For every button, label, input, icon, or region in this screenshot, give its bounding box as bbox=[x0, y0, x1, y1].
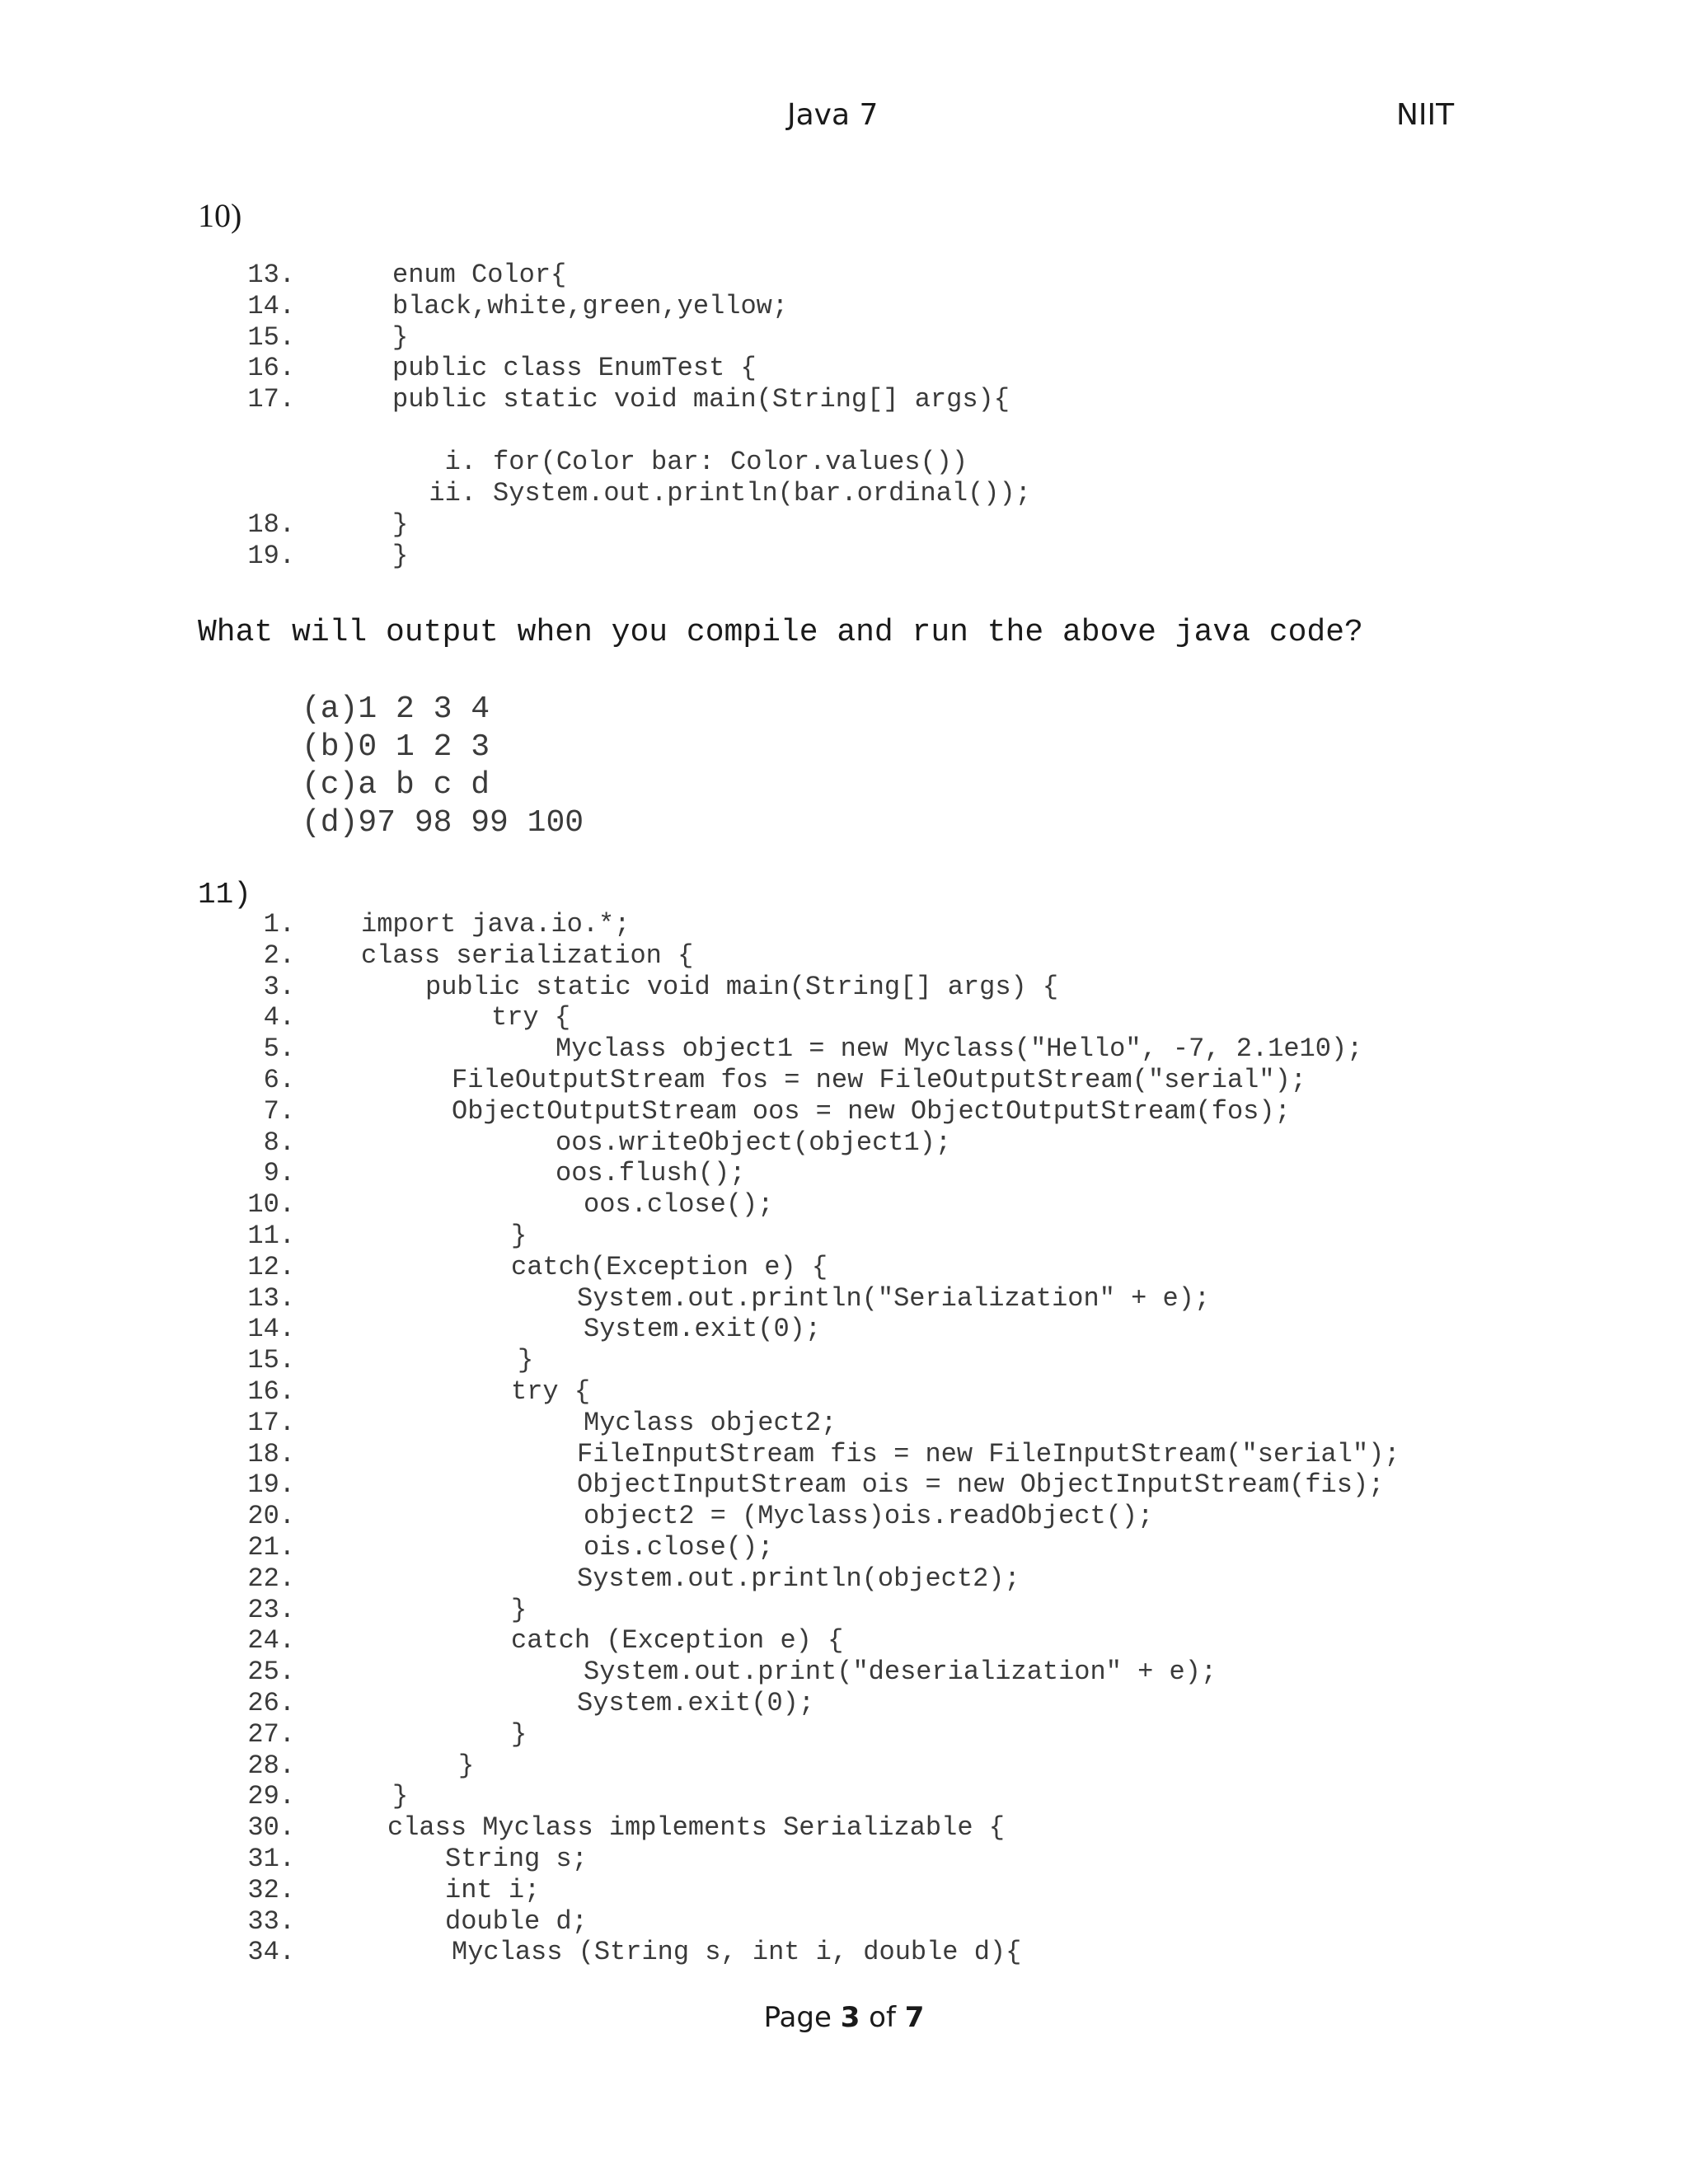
header-title: Java 7 bbox=[787, 98, 879, 132]
line-number: 19. bbox=[247, 1469, 295, 1501]
code-line bbox=[0, 1844, 1688, 1875]
code-text: import java.io.*; bbox=[361, 909, 631, 940]
line-number: 23. bbox=[247, 1594, 295, 1625]
code-line bbox=[0, 384, 1688, 415]
code-text: double d; bbox=[445, 1905, 588, 1937]
code-text: oos.writeObject(object1); bbox=[556, 1127, 952, 1158]
code-text: } bbox=[392, 1781, 409, 1812]
line-number: 24. bbox=[247, 1625, 295, 1657]
code-text: ObjectOutputStream oos = new ObjectOutputStream(fos); bbox=[452, 1095, 1291, 1127]
line-number: 13. bbox=[247, 260, 295, 290]
code-line bbox=[0, 1657, 1688, 1688]
code-line bbox=[0, 447, 1688, 478]
code-line bbox=[0, 1532, 1688, 1563]
code-text: System.out.print("deserialization" + e); bbox=[584, 1657, 1217, 1688]
line-number: 6. bbox=[263, 1065, 295, 1095]
line-number: 29. bbox=[247, 1781, 295, 1812]
code-text: public static void main(String[] args){ bbox=[392, 384, 1010, 415]
code-line bbox=[0, 909, 1688, 940]
line-number: 2. bbox=[263, 940, 295, 971]
code-text: try { bbox=[511, 1376, 591, 1407]
line-number: 17. bbox=[247, 1407, 295, 1438]
line-number: 15. bbox=[247, 1345, 295, 1376]
code-line bbox=[0, 972, 1688, 1003]
code-text: catch(Exception e) { bbox=[511, 1251, 828, 1282]
code-line bbox=[0, 1469, 1688, 1501]
line-number: 9. bbox=[263, 1158, 295, 1189]
code-line bbox=[0, 1875, 1688, 1906]
code-line bbox=[0, 940, 1688, 972]
code-text: int i; bbox=[445, 1874, 541, 1905]
code-line bbox=[0, 1189, 1688, 1221]
code-text: Myclass object2; bbox=[584, 1407, 837, 1438]
answer-option: (c)a b c d bbox=[302, 767, 490, 803]
code-line bbox=[0, 1625, 1688, 1657]
line-number: 7. bbox=[263, 1095, 295, 1127]
line-number: 27. bbox=[247, 1718, 295, 1750]
line-number: ii. bbox=[429, 477, 476, 509]
code-line bbox=[0, 260, 1688, 291]
code-text: public class EnumTest { bbox=[392, 353, 757, 384]
code-text: catch (Exception e) { bbox=[511, 1625, 844, 1657]
code-text: class Myclass implements Serializable { bbox=[387, 1812, 1005, 1844]
page-footer bbox=[0, 1999, 1688, 2036]
line-number: 19. bbox=[247, 540, 295, 571]
line-number: 22. bbox=[247, 1563, 295, 1594]
code-line bbox=[0, 1812, 1688, 1844]
line-number: 18. bbox=[247, 1438, 295, 1469]
line-number: 16. bbox=[247, 353, 295, 384]
code-text: object2 = (Myclass)ois.readObject(); bbox=[584, 1501, 1154, 1532]
code-line bbox=[0, 291, 1688, 322]
code-text: } bbox=[392, 509, 409, 540]
answer-option: (b)0 1 2 3 bbox=[302, 729, 490, 765]
code-line bbox=[0, 1127, 1688, 1159]
code-text: } bbox=[518, 1345, 534, 1376]
code-line bbox=[0, 353, 1688, 384]
code-text: Myclass object1 = new Myclass("Hello", -7, 2.1e10); bbox=[556, 1033, 1363, 1065]
line-number: 34. bbox=[247, 1937, 295, 1968]
code-line bbox=[0, 1314, 1688, 1345]
line-number: 25. bbox=[247, 1657, 295, 1688]
question-10-number: 10) bbox=[198, 197, 242, 234]
code-line bbox=[0, 1595, 1688, 1626]
code-line bbox=[0, 1345, 1688, 1376]
code-text: FileInputStream fis = new FileInputStream("serial"); bbox=[577, 1438, 1400, 1469]
code-text: } bbox=[511, 1718, 528, 1750]
code-text: System.out.println("Serialization" + e); bbox=[577, 1282, 1211, 1314]
code-line bbox=[0, 1033, 1688, 1065]
code-text: } bbox=[511, 1221, 528, 1251]
footer-total-pages: 7 bbox=[904, 2001, 925, 2034]
code-line bbox=[0, 509, 1688, 541]
code-text: Myclass (String s, int i, double d){ bbox=[452, 1937, 1022, 1968]
code-text: FileOutputStream fos = new FileOutputStream("serial"); bbox=[452, 1065, 1306, 1095]
line-number: 4. bbox=[263, 1002, 295, 1033]
line-number: 12. bbox=[247, 1251, 295, 1282]
code-line bbox=[0, 1750, 1688, 1782]
question-11-number: 11) bbox=[198, 878, 251, 912]
answer-option: (d)97 98 99 100 bbox=[302, 805, 584, 841]
line-number: 5. bbox=[263, 1033, 295, 1065]
code-line bbox=[0, 1563, 1688, 1595]
line-number: 21. bbox=[247, 1532, 295, 1563]
question-10-text: What will output when you compile and run the above java code? bbox=[198, 615, 1363, 650]
code-line bbox=[0, 1781, 1688, 1812]
code-text: System.out.println(object2); bbox=[577, 1563, 1020, 1594]
code-text: String s; bbox=[445, 1844, 588, 1874]
code-line bbox=[0, 478, 1688, 509]
line-number: 15. bbox=[247, 321, 295, 353]
line-number: 3. bbox=[263, 971, 295, 1002]
line-number: 26. bbox=[247, 1688, 295, 1718]
code-line bbox=[0, 1065, 1688, 1096]
footer-prefix: Page bbox=[763, 2001, 841, 2034]
line-number: 10. bbox=[247, 1189, 295, 1221]
code-line bbox=[0, 541, 1688, 572]
code-line bbox=[0, 1376, 1688, 1408]
answer-options bbox=[302, 691, 584, 842]
code-line bbox=[0, 1439, 1688, 1470]
code-text: public static void main(String[] args) { bbox=[425, 971, 1059, 1002]
code-text: oos.flush(); bbox=[556, 1158, 746, 1189]
code-line bbox=[0, 1221, 1688, 1252]
line-number: 33. bbox=[247, 1905, 295, 1937]
line-number: 28. bbox=[247, 1750, 295, 1781]
code-line bbox=[0, 1688, 1688, 1719]
code-text: class serialization { bbox=[361, 940, 694, 971]
code-line bbox=[0, 1719, 1688, 1750]
code-line bbox=[0, 322, 1688, 354]
code-text: ois.close(); bbox=[584, 1532, 774, 1563]
line-number: 20. bbox=[247, 1501, 295, 1532]
line-number: 18. bbox=[247, 509, 295, 540]
code-line bbox=[0, 1408, 1688, 1439]
code-text: System.exit(0); bbox=[577, 1688, 815, 1718]
code-text: black,white,green,yellow; bbox=[392, 290, 789, 321]
line-number: 14. bbox=[247, 1314, 295, 1345]
line-number: 32. bbox=[247, 1874, 295, 1905]
code-line bbox=[0, 1096, 1688, 1127]
code-line bbox=[0, 1002, 1688, 1033]
line-number: 16. bbox=[247, 1376, 295, 1407]
code-line bbox=[0, 1283, 1688, 1315]
code-line bbox=[0, 1906, 1688, 1938]
line-number: 13. bbox=[247, 1282, 295, 1314]
code-text: for(Color bar: Color.values()) bbox=[493, 447, 968, 477]
code-text: try { bbox=[491, 1002, 571, 1033]
code-text: System.out.println(bar.ordinal()); bbox=[493, 477, 1031, 509]
line-number: 14. bbox=[247, 290, 295, 321]
header-org: NIIT bbox=[1396, 98, 1455, 132]
code-text: oos.close(); bbox=[584, 1189, 774, 1221]
code-text: } bbox=[392, 321, 409, 353]
code-line bbox=[0, 1252, 1688, 1283]
code-text: } bbox=[511, 1594, 528, 1625]
line-number: 1. bbox=[263, 909, 295, 940]
line-number: 11. bbox=[247, 1221, 295, 1251]
code-text: ObjectInputStream ois = new ObjectInputStream(fis); bbox=[577, 1469, 1385, 1501]
code-text: } bbox=[458, 1750, 475, 1781]
code-line bbox=[0, 1158, 1688, 1189]
footer-current-page: 3 bbox=[840, 2001, 860, 2034]
code-text: enum Color{ bbox=[392, 260, 567, 290]
code-text: System.exit(0); bbox=[584, 1314, 822, 1345]
answer-option: (a)1 2 3 4 bbox=[302, 691, 490, 727]
line-number: 17. bbox=[247, 384, 295, 415]
footer-middle: of bbox=[860, 2001, 905, 2034]
code-line bbox=[0, 1937, 1688, 1968]
code-line bbox=[0, 1501, 1688, 1532]
line-number: 30. bbox=[247, 1812, 295, 1844]
code-text: } bbox=[392, 540, 409, 571]
line-number: 8. bbox=[263, 1127, 295, 1158]
line-number: i. bbox=[444, 447, 476, 477]
line-number: 31. bbox=[247, 1844, 295, 1874]
